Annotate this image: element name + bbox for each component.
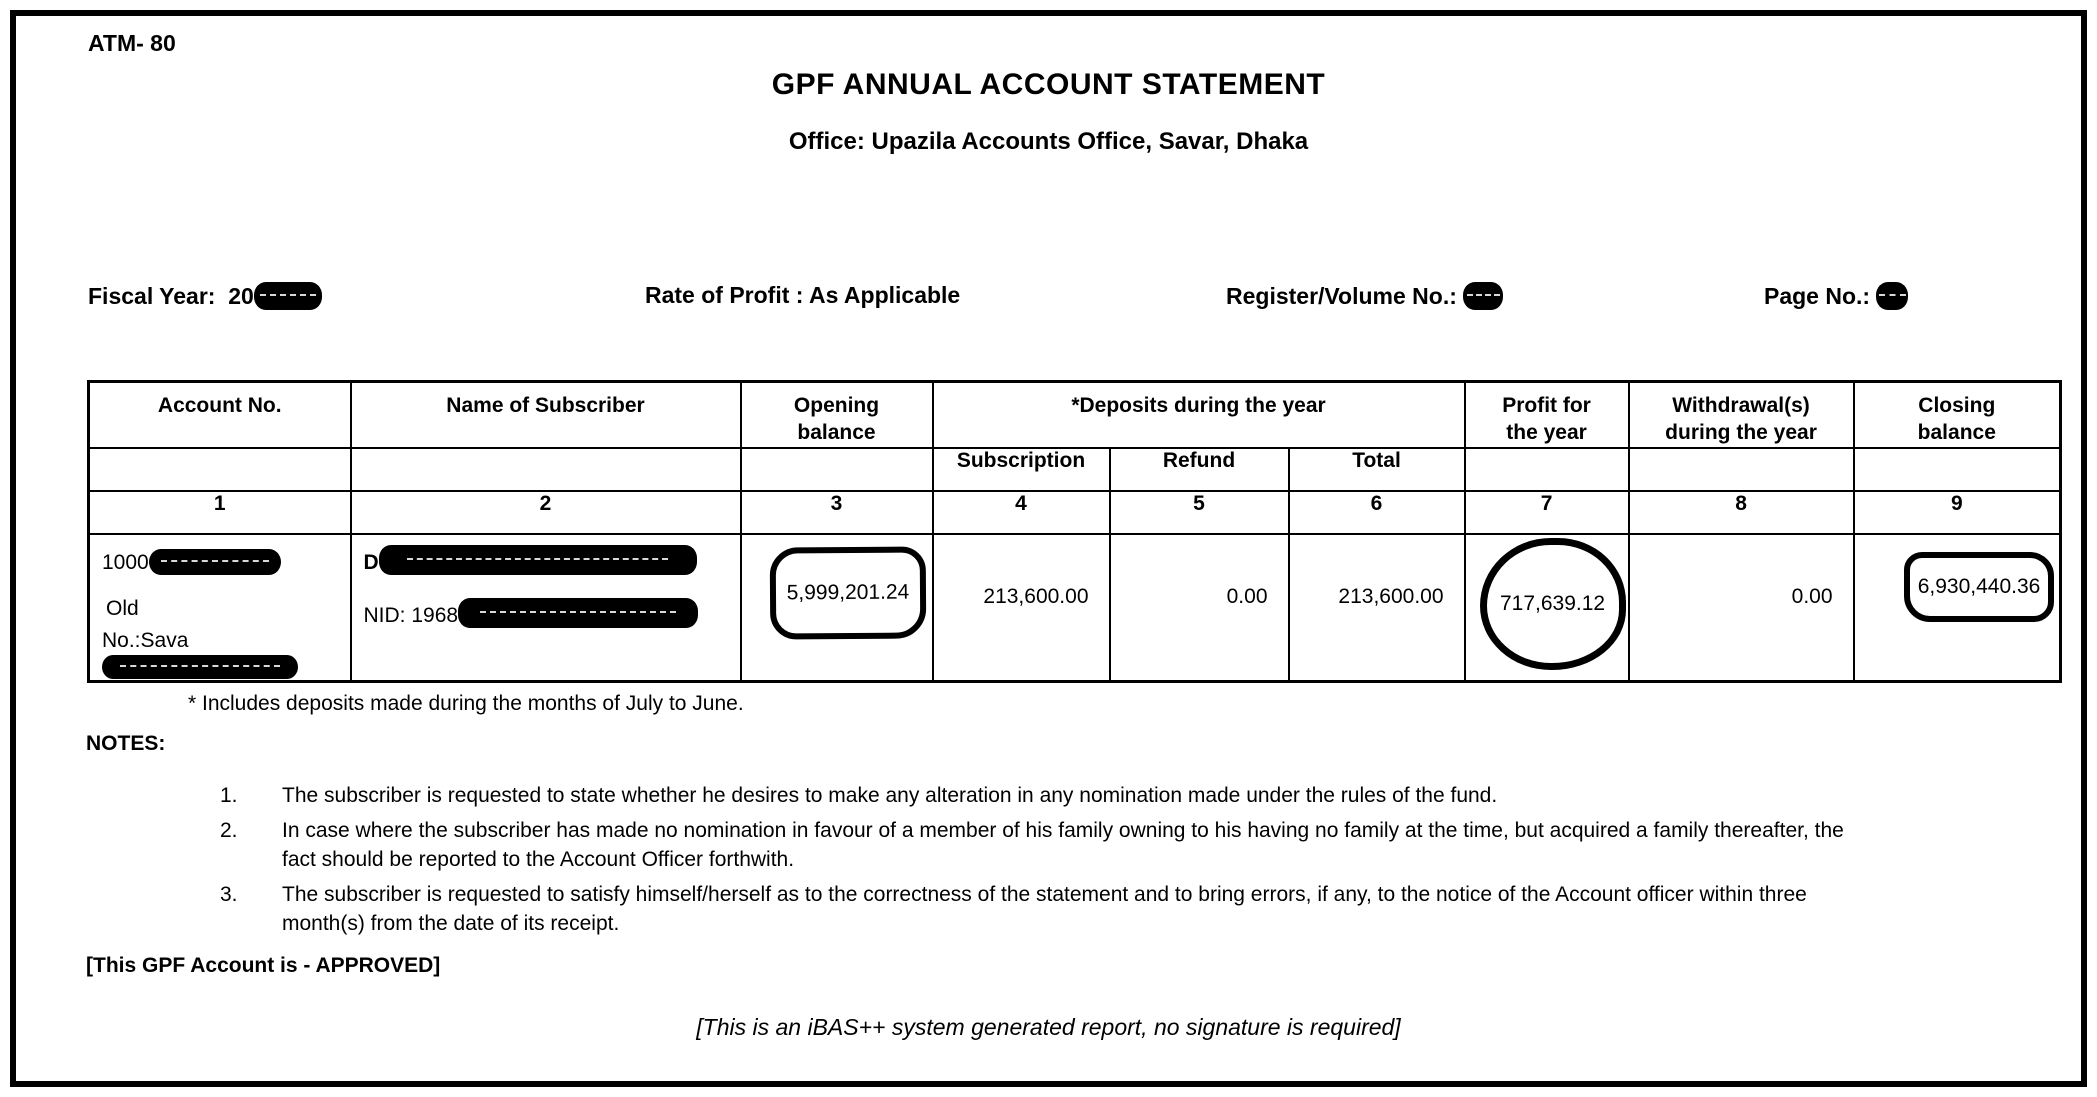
note-number: 1. — [220, 784, 238, 807]
column-number: 5 — [1110, 491, 1289, 534]
empty-cell — [741, 448, 933, 491]
hand-drawn-box — [1904, 552, 2054, 622]
rate-of-profit: Rate of Profit : As Applicable — [645, 282, 961, 308]
empty-cell — [1465, 448, 1629, 491]
profit-cell — [1465, 534, 1629, 682]
fiscal-year-field — [88, 282, 322, 310]
empty-cell — [351, 448, 741, 491]
column-number: 1 — [89, 491, 351, 534]
column-number: 4 — [933, 491, 1110, 534]
note-item — [220, 781, 1870, 810]
note-text: In case where the subscriber has made no nomination in favour of a member of his family owning to his having no family at the time, but acquired a family thereafter, the fact should be reported to the Account Officer forthwith. — [282, 819, 1844, 871]
opening-balance-value: 5,999,201.24 — [786, 580, 909, 604]
form-code: ATM- 80 — [88, 30, 176, 56]
column-number: 6 — [1289, 491, 1465, 534]
statement-table — [87, 380, 2062, 683]
col-header-deposits-group: *Deposits during the year — [933, 382, 1465, 448]
profit-value: 717,639.12 — [1499, 591, 1606, 615]
col-header-account-no: Account No. — [89, 382, 351, 448]
col-header-closing-balance: Closing balance — [1854, 382, 2061, 448]
note-text: The subscriber is requested to state whether he desires to make any alteration in any nomination made under the rules of the fund. — [282, 784, 1498, 807]
col-header-refund: Refund — [1110, 448, 1289, 491]
column-number: 3 — [741, 491, 933, 534]
hand-drawn-box — [769, 546, 926, 639]
fiscal-year-value: 20 — [228, 283, 254, 309]
old-no-line1: Old — [106, 596, 139, 620]
subscriber-name-visible: D — [363, 550, 379, 574]
empty-cell — [89, 448, 351, 491]
subscriber-name-cell — [351, 534, 741, 682]
fiscal-year-label: Fiscal Year: — [88, 283, 216, 309]
redaction-mark — [1463, 282, 1503, 310]
column-number: 8 — [1629, 491, 1854, 534]
nid-visible: NID: 1968 — [363, 603, 459, 627]
register-volume-label: Register/Volume No.: — [1226, 283, 1457, 309]
withdrawal-cell: 0.00 — [1629, 534, 1854, 682]
col-header-subscription: Subscription — [933, 448, 1110, 491]
page-title: GPF ANNUAL ACCOUNT STATEMENT — [771, 68, 1326, 101]
deposits-footnote: * Includes deposits made during the months of July to June. — [188, 692, 744, 715]
redaction-mark — [1876, 282, 1908, 310]
col-header-name: Name of Subscriber — [351, 382, 741, 448]
col-header-profit: Profit for the year — [1465, 382, 1629, 448]
page-no-label: Page No.: — [1764, 283, 1871, 309]
redaction-mark — [458, 598, 698, 628]
closing-balance-cell — [1854, 534, 2061, 682]
register-volume-field — [1226, 282, 1503, 310]
subscription-cell: 213,600.00 — [933, 534, 1110, 682]
system-generated-footer: [This is an iBAS++ system generated report, no signature is required] — [696, 1014, 1401, 1040]
note-number: 2. — [220, 819, 238, 842]
closing-balance-value: 6,930,440.36 — [1917, 574, 2041, 598]
approval-status-line: [This GPF Account is - APPROVED] — [86, 954, 441, 977]
page-no-field — [1764, 282, 1908, 310]
account-no-cell — [89, 534, 351, 682]
old-no-line2: No.:Sava — [102, 628, 189, 652]
column-number: 9 — [1854, 491, 2061, 534]
total-cell: 213,600.00 — [1289, 534, 1465, 682]
note-number: 3. — [220, 883, 238, 906]
opening-balance-cell — [741, 534, 933, 682]
empty-cell — [1629, 448, 1854, 491]
notes-heading: NOTES: — [86, 732, 166, 755]
note-item — [220, 816, 1870, 874]
account-no-visible: 1000 — [102, 550, 149, 574]
redaction-mark — [149, 549, 281, 575]
refund-cell: 0.00 — [1110, 534, 1289, 682]
col-header-withdrawal: Withdrawal(s) during the year — [1629, 382, 1854, 448]
office-line: Office: Upazila Accounts Office, Savar, Dhaka — [788, 128, 1309, 155]
note-item — [220, 880, 1870, 938]
column-number: 2 — [351, 491, 741, 534]
notes-list — [220, 781, 1870, 944]
col-header-total: Total — [1289, 448, 1465, 491]
column-number: 7 — [1465, 491, 1629, 534]
redaction-mark — [379, 545, 697, 575]
redaction-mark — [102, 655, 298, 679]
document-page — [10, 10, 2087, 1087]
redaction-mark — [254, 282, 322, 310]
note-text: The subscriber is requested to satisfy himself/herself as to the correctness of the statement and to bring errors, if any, to the notice of the Account officer within three month(s) from the date of its receipt. — [282, 883, 1807, 935]
hand-drawn-circle — [1480, 538, 1626, 670]
empty-cell — [1854, 448, 2061, 491]
col-header-opening-balance: Opening balance — [741, 382, 933, 448]
